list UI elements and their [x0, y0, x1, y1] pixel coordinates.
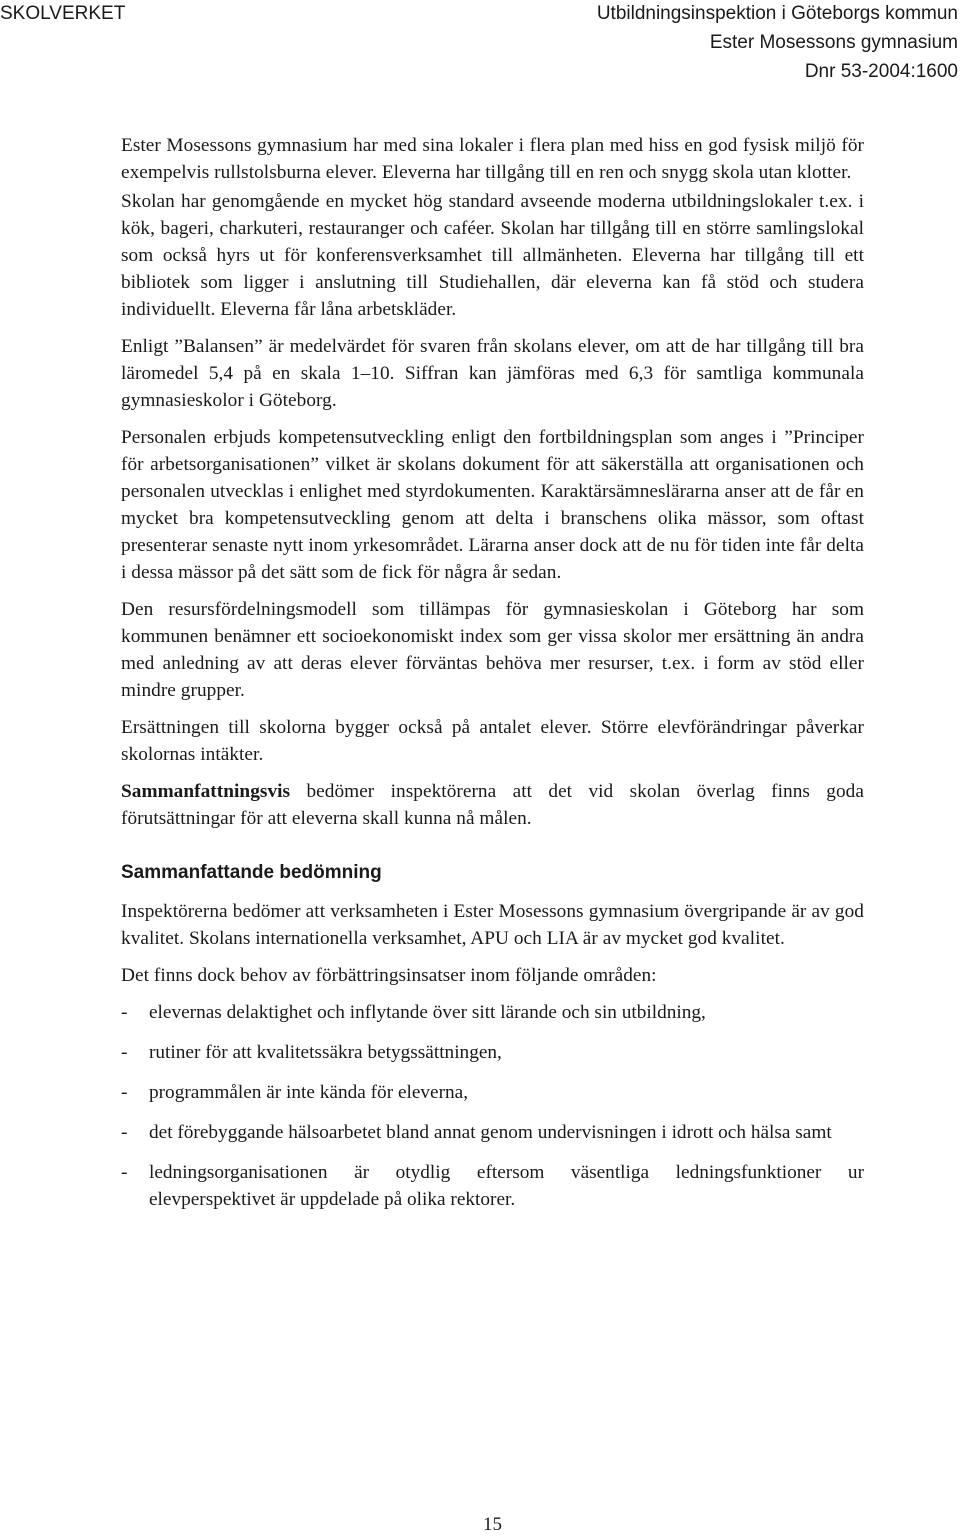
- list-item-text: det förebyggande hälsoarbetet bland annat genom undervisningen i idrott och hälsa samt: [149, 1122, 832, 1143]
- list-dash: -: [121, 1122, 128, 1143]
- list-dash: -: [121, 1002, 128, 1023]
- list-item: [121, 1079, 864, 1106]
- section-heading: Sammanfattande bedömning: [121, 862, 382, 883]
- paragraph: Enligt ”Balansen” är medelvärdet för svaren från skolans elever, om att de har tillgång till bra läromedel 5,4 på en skala 1–10. Siffran kan jämföras med 6,3 för samtliga kommunala gymnasieskolor i Göteborg.: [121, 336, 864, 411]
- summary-lead: Sammanfattningsvis: [121, 781, 291, 802]
- list-item-text: ledningsorganisationen är otydlig eftersom väsentliga ledningsfunktioner ur elevperspektivet är uppdelade på olika rektorer.: [149, 1162, 864, 1210]
- list-item-text: elevernas delaktighet och inflytande över sitt lärande och sin utbildning,: [149, 1002, 706, 1023]
- paragraph: Personalen erbjuds kompetensutveckling enligt den fortbildningsplan som anges i ”Principer för arbetsorganisationen” vilket är skolans dokument för att säkerställa att organisationen och personalen utvecklas i enlighet med styrdokumenten. Karaktärsämneslärarna anser att de får en mycket bra kompetensutveckling genom att delta i branschens olika mässor, som oftast presenterar senaste nytt inom yrkesområdet. Lärarna anser dock att de nu för tiden inte får delta i dessa mässor på det sätt som de fick för några år sedan.: [121, 427, 864, 583]
- summary-rest: bedömer inspektörerna att det vid skolan överlag finns goda förutsättningar för att eleverna skall kunna nå målen.: [121, 781, 864, 829]
- list-dash: -: [121, 1162, 128, 1183]
- paragraph: Ersättningen till skolorna bygger också på antalet elever. Större elevförändringar påverkar skolornas intäkter.: [121, 717, 864, 765]
- list-item: [121, 1119, 864, 1146]
- header-line-2: Ester Mosessons gymnasium: [709, 32, 958, 53]
- header-org: SKOLVERKET: [0, 3, 126, 24]
- header-info: [597, 0, 958, 86]
- header-line-3: Dnr 53-2004:1600: [804, 61, 958, 82]
- document-body: [121, 132, 864, 1226]
- list-item: [121, 999, 864, 1026]
- page-header: [0, 0, 960, 90]
- list-dash: -: [121, 1082, 128, 1103]
- header-line-1: Utbildningsinspektion i Göteborgs kommun: [596, 3, 958, 24]
- paragraph: Det finns dock behov av förbättringsinsatser inom följande områden:: [121, 965, 657, 986]
- paragraph: Den resursfördelningsmodell som tillämpas för gymnasieskolan i Göteborg har som kommunen benämner ett socioekonomiskt index som ger vissa skolor mer ersättning än andra med anledning av att deras elever förväntas behöva mer resurser, t.ex. i form av stöd eller mindre grupper.: [121, 599, 864, 701]
- list-item: [121, 1159, 864, 1213]
- list-item-text: programmålen är inte kända för eleverna,: [149, 1082, 469, 1103]
- summary-paragraph: [121, 778, 864, 832]
- list-item-text: rutiner för att kvalitetssäkra betygssättningen,: [149, 1042, 502, 1063]
- list-item: [121, 1039, 864, 1066]
- list-dash: -: [121, 1042, 128, 1063]
- paragraph: Inspektörerna bedömer att verksamheten i Ester Mosessons gymnasium övergripande är av god kvalitet. Skolans internationella verksamhet, APU och LIA är av mycket god kvalitet.: [121, 901, 864, 949]
- paragraph: Skolan har genomgående en mycket hög standard avseende moderna utbildningslokaler t.ex. i kök, bageri, charkuteri, restauranger och caféer. Skolan har tillgång till en större samlingslokal som också hyrs ut för konferensverksamhet till allmänheten. Eleverna har tillgång till ett bibliotek som ligger i anslutning till Studiehallen, där eleverna kan få stöd och studera individuellt. Eleverna får låna arbetskläder.: [121, 191, 864, 320]
- paragraph: Ester Mosessons gymnasium har med sina lokaler i flera plan med hiss en god fysisk miljö för exempelvis rullstolsburna elever. Eleverna har tillgång till en ren och snygg skola utan klotter.: [121, 135, 864, 183]
- improvement-list: [121, 999, 864, 1213]
- page-number: 15: [483, 1514, 502, 1535]
